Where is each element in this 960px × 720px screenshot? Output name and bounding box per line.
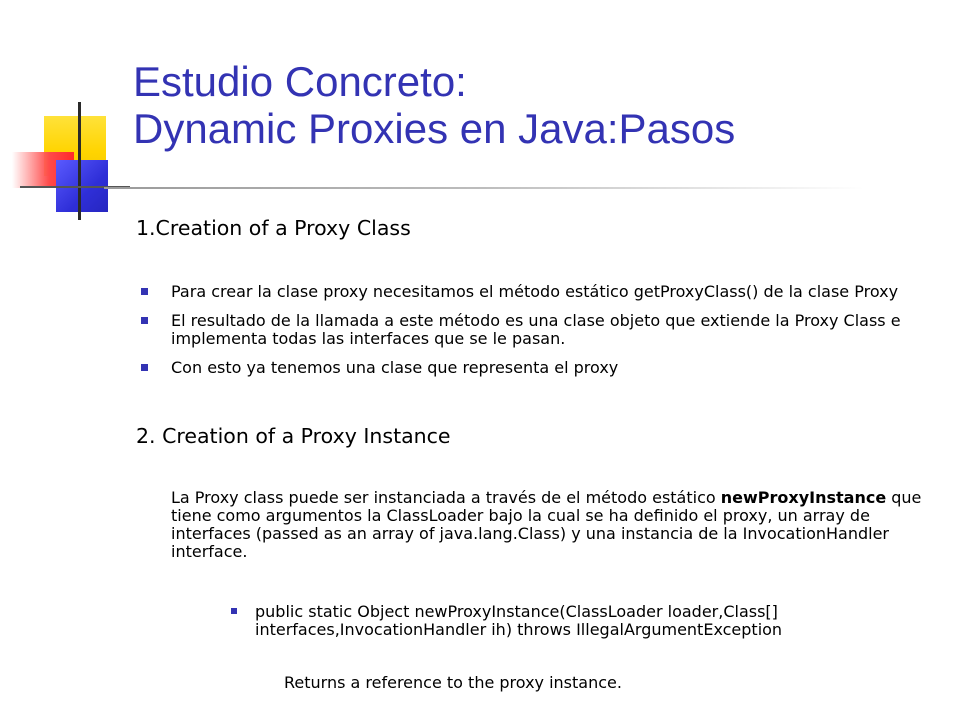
slide-title-line-2: Dynamic Proxies en Java:Pasos xyxy=(133,105,736,152)
vertical-line-decoration xyxy=(78,102,81,220)
list-item xyxy=(171,359,931,377)
paragraph-text-end: que tiene como argumentos la ClassLoader bajo la cual se ha definido el proxy, un array de interfaces (passed as an array of java.lang.Class) y una instancia de la InvocationHandler interface. xyxy=(171,488,922,561)
paragraph-text-start: La Proxy class puede ser instanciada a través de el método estático xyxy=(171,488,721,507)
list-item xyxy=(255,603,895,639)
square-bullet-icon xyxy=(141,364,148,371)
square-bullet-icon xyxy=(231,608,237,614)
proxy-instance-paragraph xyxy=(171,489,936,561)
method-name-bold: newProxyInstance xyxy=(720,488,887,507)
list-item xyxy=(171,312,931,348)
title-underline-rule xyxy=(104,187,864,189)
square-bullet-icon xyxy=(141,288,148,295)
slide-title xyxy=(133,58,913,152)
signature-bullet-list xyxy=(255,603,895,639)
returns-note: Returns a reference to the proxy instance. xyxy=(284,673,622,692)
section-1-bullet-list xyxy=(171,283,931,388)
bullet-text: Para crear la clase proxy necesitamos el método estático getProxyClass() de la clase Proxy xyxy=(171,282,899,301)
square-bullet-icon xyxy=(141,317,148,324)
slide-title-line-1: Estudio Concreto: xyxy=(133,58,467,105)
method-signature-text: public static Object newProxyInstance(ClassLoader loader,Class[] interfaces,InvocationHandler ih) throws IllegalArgumentException xyxy=(255,602,783,639)
bullet-text: Con esto ya tenemos una clase que representa el proxy xyxy=(171,358,619,377)
list-item xyxy=(171,283,931,301)
section-2-heading: 2. Creation of a Proxy Instance xyxy=(136,424,451,448)
bullet-text: El resultado de la llamada a este método es una clase objeto que extiende la Proxy Class e implementa todas las interfaces que se le pasan. xyxy=(171,311,901,348)
section-1-heading: 1.Creation of a Proxy Class xyxy=(136,216,411,240)
